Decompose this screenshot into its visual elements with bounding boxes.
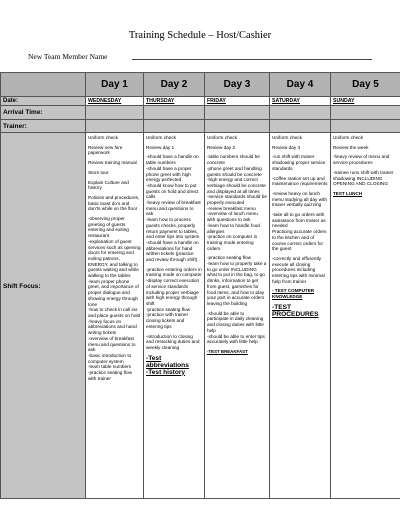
trainer-day-5[interactable] [331,120,400,133]
day-4-heading: Day 4 [270,73,331,97]
page-title: Training Schedule – Host/Cashier [128,30,272,41]
focus-day-5 [331,133,400,499]
test-breakfast: -TEST BREAKFAST [207,348,248,354]
shift-focus-label-cell [1,133,86,499]
arrival-time-day-2[interactable] [144,106,205,120]
date-label: Date: [1,97,86,106]
focus-item: Store tour [88,169,109,175]
arrival-time-day-3[interactable] [205,106,270,120]
focus-item: -introduction to closing and restocking duties and weekly cleaning [146,333,200,350]
trainer-day-1[interactable] [86,120,144,133]
arrival-time-day-5[interactable] [331,106,400,120]
focus-item: -practice seating flow -learn how to properly take a to go order INCLUDING what to put in the bag, to go drinks, information to get from guest, garnishes for food items, and how to play your part in accurate orders leaving the building [207,255,267,306]
focus-item: Review the week [333,144,369,150]
focus-item: Policies and procedures, basic toast do’s and don’ts while on the floor [88,194,140,212]
day-3-heading: Day 3 [205,73,270,97]
focus-day-1 [86,133,144,499]
arrival-time-day-4[interactable] [270,106,331,120]
test-history: -Test history [146,368,186,376]
header-corner [1,73,86,97]
focus-item: -should be able to participate in daily cleaning and closing duties with little help -should be able to enter tips accurately with little help [207,310,265,345]
weekday-day-5: SUNDAY [331,97,400,106]
focus-item: Uniform check [207,135,237,140]
focus-item: -should have a handle on table numbers -should have a proper phone greet with high energy perfected -should know how to put guests on hold and direct calls -heavy review of breakfast menu and questions to ask -learn how to process guests checks, properly return payment to tables, and enter tips into system -should have a handle on abbreviations for hand written tickets (practice and review through shift) [146,154,201,263]
focus-item: -coffee station set up and maintenance requirements [272,175,328,187]
focus-item: -correctly and efficiently execute all closing procedures including entering tips with minimal help from trainer [272,255,325,284]
weekday-day-2: THURSDAY [144,97,205,106]
focus-item: Uniform check [272,135,302,140]
focus-item: Uniform check [88,135,118,140]
test-procedures: -TEST PROCEDURES [272,303,319,318]
focus-item: Review new hire paperwork [88,144,123,156]
trainer-day-2[interactable] [144,120,205,133]
test-abbreviations: -Test abbreviations [146,354,189,369]
focus-item: -observing proper greeting of guests entering and exiting restaurant -explanation of guest services such as opening doors for entering and exiting patrons, ENERGY, and talking to guests waiting and while walking to the tables -learn proper phone greet, and importance of proper dialogue and showing energy through tone -how to check in call ins and place guests on hold -heavy focus on abbreviations and hand writing tickets -overview of breakfast menu and questions to ask -basic introduction to computer system -learn table numbers -practice seating flow with trainer [88,216,141,381]
focus-item: -run shift with trainer shadowing proper service standards [272,154,326,171]
focus-item: Review day 2 [207,144,236,150]
focus-item: Review day 3 [272,144,301,150]
focus-item: Explain Culture and history [88,179,129,191]
arrival-time-day-1[interactable] [86,106,144,120]
new-member-label: New Team Member Name [28,52,108,61]
focus-day-2 [144,133,205,499]
weekday-day-3: FRIDAY [205,97,270,106]
shift-focus-label: Shift Focus: [3,283,41,290]
weekday-day-4: SATURDAY [270,97,331,106]
focus-item: Uniform check [333,135,363,140]
trainer-day-3[interactable] [205,120,270,133]
focus-item: -review heavy on lunch menu studying all day with trainer verbally quizzing [272,190,327,208]
day-5-heading: Day 5 [331,73,400,97]
focus-item: -take all to go orders with assistance from trainer as needed Practicing accurate orders to the kitchen and of course correct orders for the guest [272,212,327,252]
new-member-name-line[interactable] [132,59,372,60]
focus-item: -table numbers should be concrete -phone greet and handling guests should be concrete -high energy and correct verbiage should be concrete and displayed at all times -service standards should be properly executed -review breakfast menu -overview of lunch menu with questions to ask -learn how to handle food allergies -practice on computer in training mode entering orders [207,154,267,251]
focus-item: Review day 1 [146,144,175,150]
focus-day-4 [270,133,331,499]
test-computer-knowledge: - TEST COMPUTER KNOWLEDGE [272,288,315,300]
schedule-table [0,72,400,498]
focus-item: -heavy review of menu and service procedures [333,154,390,166]
trainer-day-4[interactable] [270,120,331,133]
focus-item: Review training manual [88,160,137,166]
weekday-day-1: WEDNESDAY [86,97,144,106]
day-1-heading: Day 1 [86,73,144,97]
day-2-heading: Day 2 [144,73,205,97]
trainer-label: Trainer: [1,120,86,133]
focus-day-3 [205,133,270,499]
focus-item: Uniform check [146,135,176,140]
test-lunch: TEST LUNCH [333,190,363,196]
focus-item: -practice entering orders in training mode on computer -display correct execution of service standards including proper verbiage with high energy through shift -practice seating flow -practice with trainer closing tickets and entering tips [146,266,202,329]
focus-item: -trainee runs shift with trainer shadowing INCLUDING OPENING AND CLOSING [333,169,394,187]
arrival-time-label: Arrival Time: [1,106,86,120]
